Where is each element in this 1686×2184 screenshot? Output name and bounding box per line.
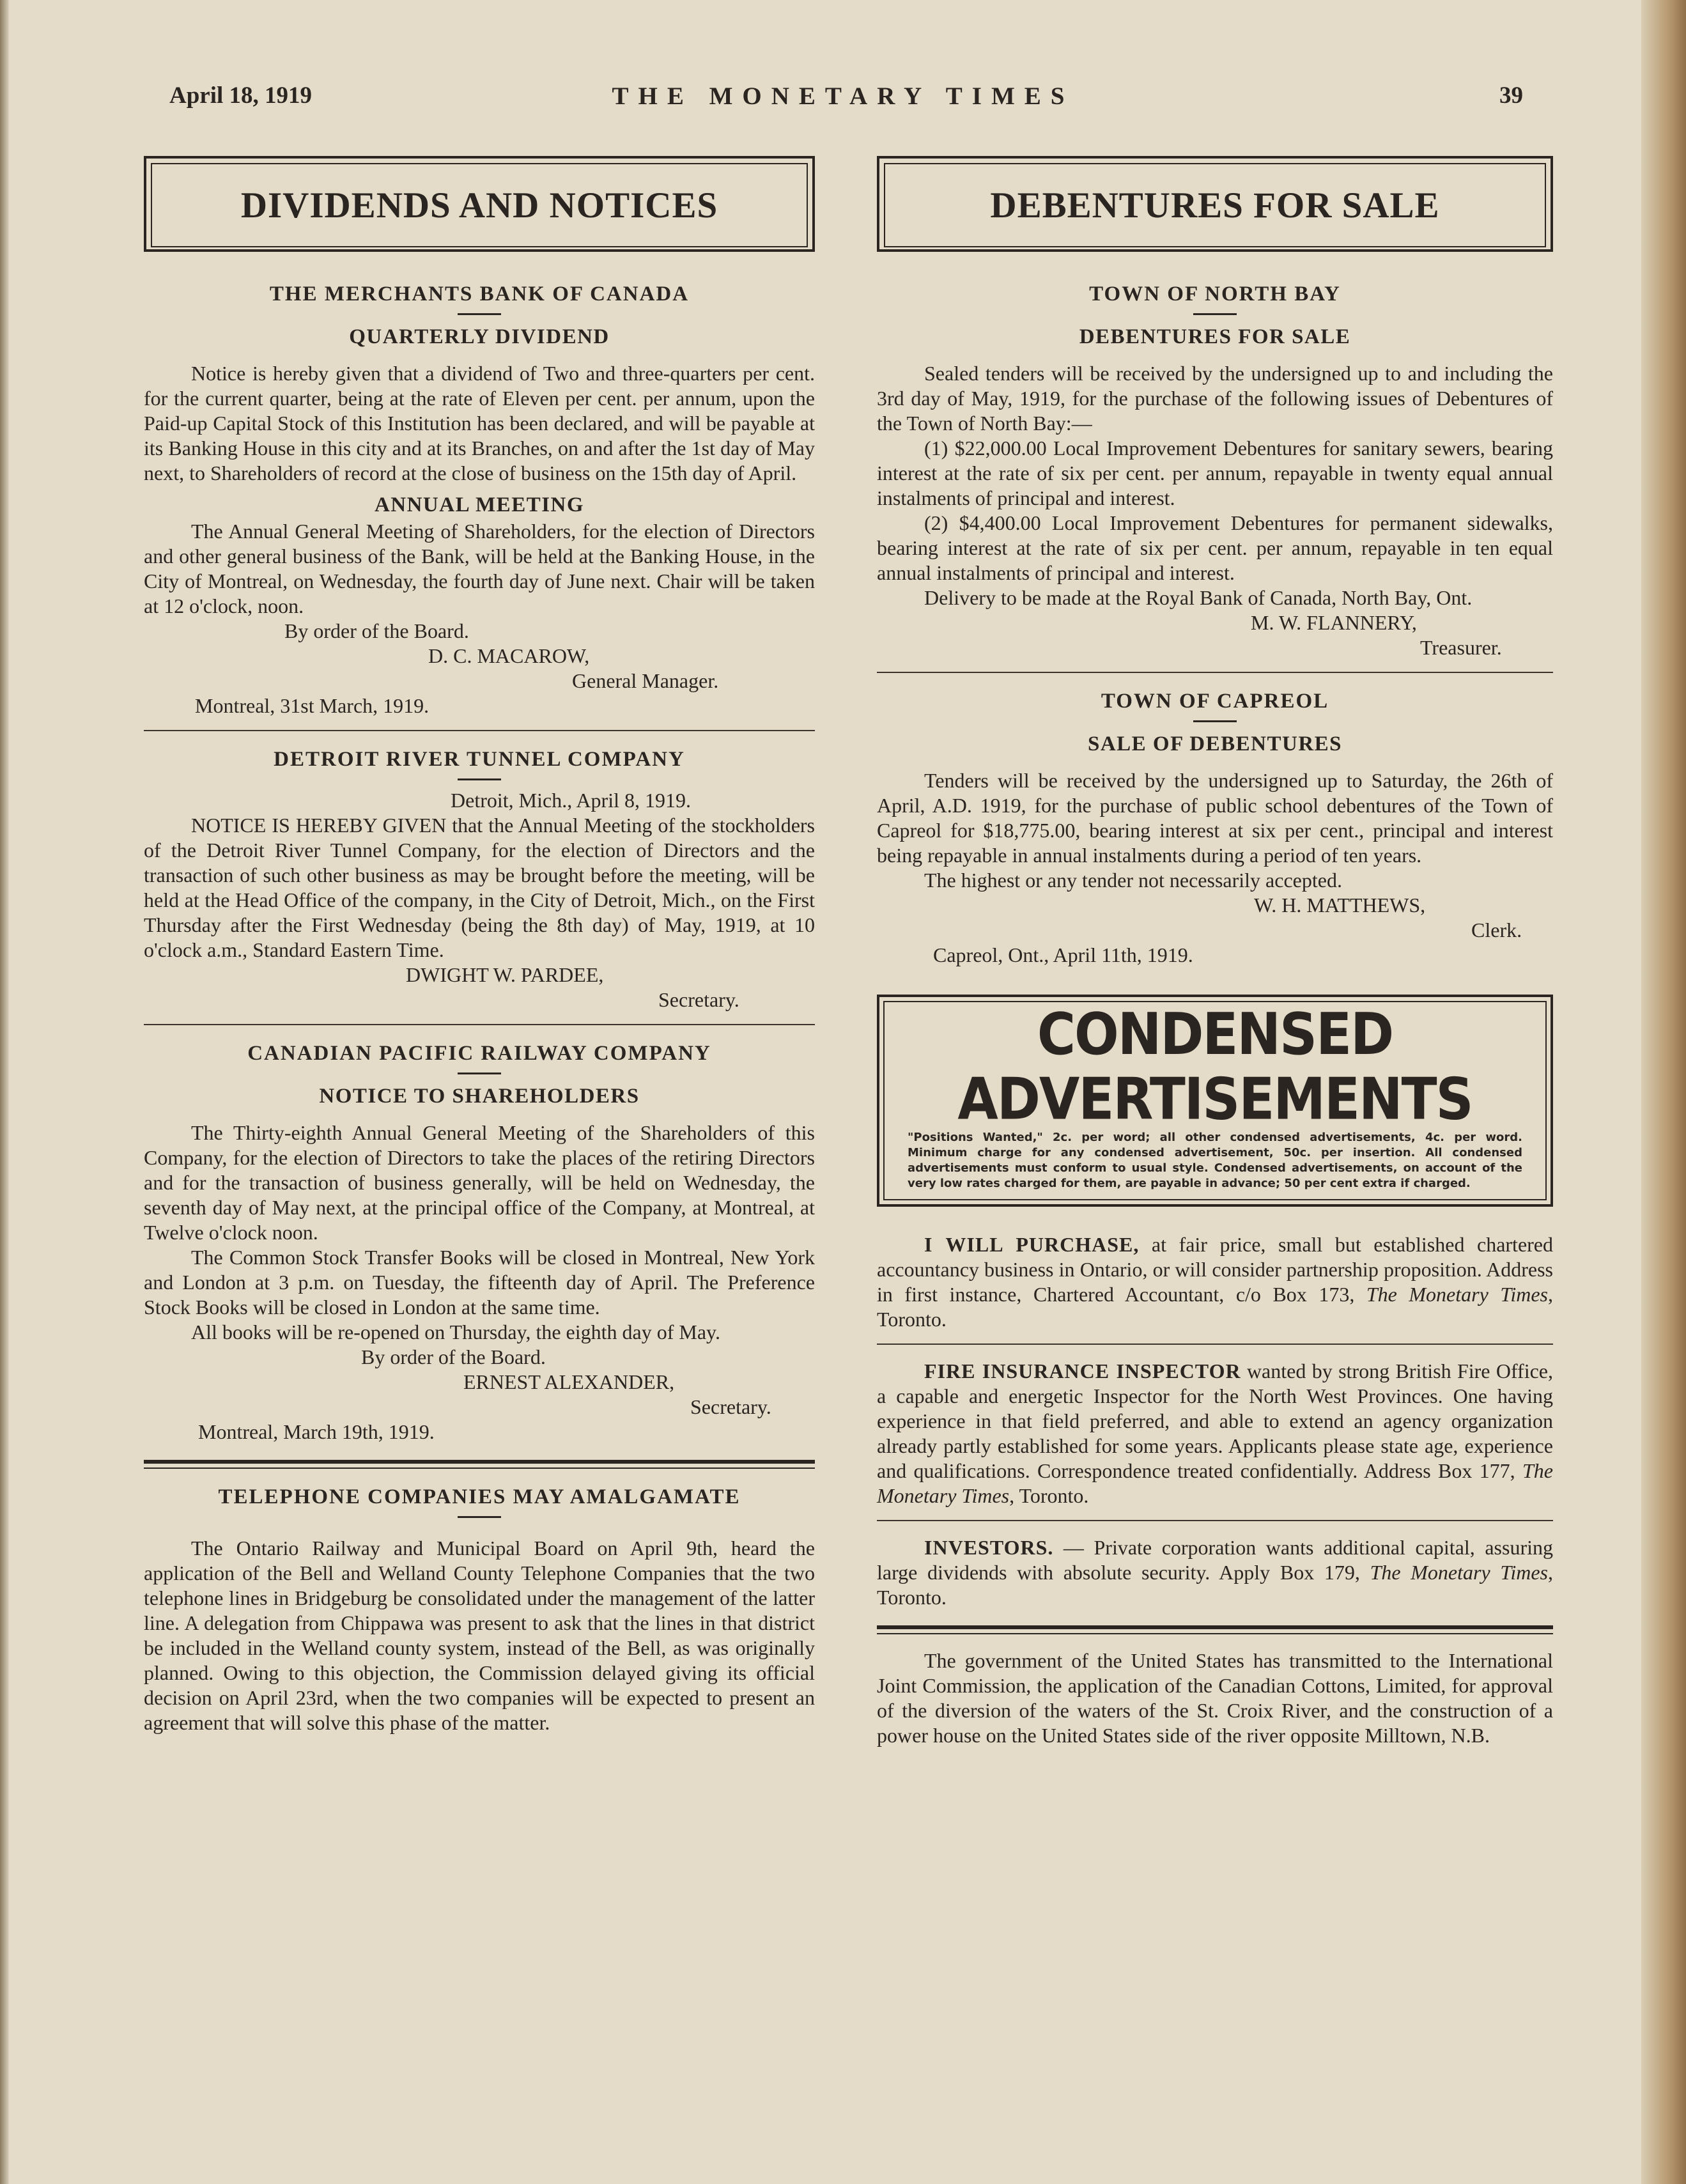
- signer-title: Secretary.: [658, 988, 739, 1011]
- title-dash: [458, 778, 501, 780]
- heavy-divider: [144, 1460, 815, 1464]
- meeting-heading: ANNUAL MEETING: [374, 493, 585, 516]
- section-divider: [877, 672, 1553, 673]
- order-line: By order of the Board.: [284, 619, 469, 642]
- publication-name: The Monetary Times: [1366, 1283, 1549, 1306]
- article-body: Notice is hereby given that a dividend of Two and three-quarters per cent. for the current quarter, being at the rate of Eleven per cent. per annum, upon the Paid-up Capital Stock of this Institution has been declared, and will be payable at its Banking House in this city and at its Branches, on and after the 1st day of May next, to Shareholders of record at the close of business on the 15th day of April.: [144, 362, 815, 484]
- meeting-body: The Annual General Meeting of Shareholders, for the election of Directors and other general business of the Bank, will be held at the Banking House, in the City of Montreal, on Wednesday, the fourth day of June next. Chair will be taken at 12 o'clock, noon.: [144, 520, 815, 617]
- signer-title: Clerk.: [1471, 918, 1522, 941]
- ad-end: , Toronto.: [877, 1561, 1554, 1609]
- article-body: The Common Stock Transfer Books will be closed in Montreal, New York and London at 3 p.m. on Tuesday, the fifteenth day of April. The Preference Stock Books will be closed in London at the same time.: [144, 1246, 815, 1319]
- signer-title: Treasurer.: [1420, 636, 1502, 659]
- page-edge-shadow: [1641, 0, 1686, 2184]
- article-subtitle: SALE OF DEBENTURES: [1087, 732, 1343, 755]
- place-date: Capreol, Ont., April 11th, 1919.: [933, 943, 1193, 966]
- title-dash: [1193, 720, 1237, 722]
- page-binding-shadow: [0, 0, 9, 2184]
- article-body: The government of the United States has transmitted to the International Joint Commission, the application of the Canadian Cottons, Limited, for approval of the diversion of the waters of the St. Croix River, and the construction of a power house on the United States side of the river opposite Milltown, N.B.: [877, 1649, 1553, 1747]
- publication-name: The Monetary Times: [877, 1459, 1553, 1507]
- article-title: DETROIT RIVER TUNNEL COMPANY: [274, 748, 685, 771]
- dividends-banner: [144, 156, 815, 252]
- article-subtitle: DEBENTURES FOR SALE: [1079, 325, 1351, 348]
- ad-text: at fair price, small but established chartered accountancy business in Ontario, or will consider partnership proposition. Address in first instance, Chartered Accountant, c/o Box 173,: [877, 1233, 1554, 1306]
- tender-note: The highest or any tender not necessarily accepted.: [924, 869, 1342, 892]
- heavy-divider-thin: [144, 1468, 815, 1469]
- section-divider: [877, 1344, 1553, 1345]
- issue-date: April 18, 1919: [169, 82, 313, 109]
- place-date: Montreal, 31st March, 1919.: [195, 694, 429, 717]
- place-date: Montreal, March 19th, 1919.: [198, 1420, 435, 1443]
- heavy-divider-thin: [877, 1633, 1553, 1634]
- north-bay-notice: [877, 280, 1553, 660]
- article-body: Sealed tenders will be received by the undersigned up to and including the 3rd day of May, 1919, for the purchase of the following issues of Debentures of the Town of North Bay:—: [877, 362, 1553, 435]
- publication-name: The Monetary Times: [1370, 1561, 1549, 1584]
- ad-lead: FIRE INSURANCE INSPECTOR: [924, 1359, 1241, 1382]
- debenture-item-1: (1) $22,000.00 Local Improvement Debentures for sanitary sewers, bearing interest at the rate of six per cent. per annum, repayable in twenty equal annual instalments of principal and interest.: [877, 437, 1553, 509]
- title-dash: [458, 1073, 501, 1074]
- classified-ad-investors: [877, 1535, 1553, 1610]
- page-number: 39: [1499, 82, 1523, 109]
- section-divider: [877, 1520, 1553, 1521]
- article-title: THE MERCHANTS BANK OF CANADA: [269, 283, 690, 306]
- article-title: TOWN OF NORTH BAY: [1089, 283, 1341, 306]
- article-body: All books will be re-opened on Thursday, the eighth day of May.: [191, 1320, 720, 1344]
- left-column: [144, 156, 815, 1735]
- merchants-bank-notice: [144, 280, 815, 718]
- order-line: By order of the Board.: [361, 1345, 546, 1368]
- cpr-notice: [144, 1039, 815, 1444]
- article-subtitle: QUARTERLY DIVIDEND: [349, 325, 610, 348]
- ad-end: , Toronto.: [1009, 1484, 1089, 1507]
- ad-end: , Toronto.: [877, 1283, 1554, 1331]
- article-body: The Ontario Railway and Municipal Board on April 9th, heard the application of the Bell and Welland County Telephone Companies that the two telephone lines in Bridgeburg be consolidated under the management of the latter line. A delegation from Chippawa was present to ask that the lines in that district be included in the Welland county system, instead of the Bell, as was originally planned. Owing to this objection, the Commission delayed giving its official decision on April 23rd, when the two companies will be expected to present an agreement that will solve this phase of the matter.: [144, 1537, 815, 1734]
- classified-ad-purchase: [877, 1232, 1553, 1332]
- condensed-ads-box: [877, 995, 1553, 1207]
- dividends-banner-title: DIVIDENDS AND NOTICES: [151, 163, 808, 247]
- masthead: THE MONETARY TIMES: [612, 82, 1074, 110]
- condensed-ads-inner: [883, 1001, 1547, 1200]
- right-column: [877, 156, 1553, 1748]
- article-body: Tenders will be received by the undersigned up to Saturday, the 26th of April, A.D. 1919, for the purchase of public school debentures of the Town of Capreol for $18,775.00, bearing interest at six per cent., principal and interest being repayable in annual instalments during a period of ten years.: [877, 769, 1553, 867]
- signer-title: Secretary.: [690, 1395, 771, 1418]
- signer-name: W. H. MATTHEWS,: [1254, 894, 1426, 917]
- condensed-ads-rates: "Positions Wanted," 2c. per word; all other condensed advertisements, 4c. per word. Minimum charge for any condensed advertisement, 50c. per insertion. All condensed advertisements must conform to usual style. Condensed advertisements, on account of the very low rates charged for them, are payable in advance; 50 per cent extra if charged.: [908, 1131, 1522, 1190]
- signer-name: M. W. FLANNERY,: [1251, 611, 1417, 634]
- ad-lead: I WILL PURCHASE,: [924, 1233, 1140, 1256]
- signer-name: ERNEST ALEXANDER,: [463, 1370, 675, 1393]
- telephone-article: [144, 1483, 815, 1735]
- article-body: NOTICE IS HEREBY GIVEN that the Annual Meeting of the stockholders of the Detroit River Tunnel Company, for the election of Directors and the transaction of such other business as may be brought before the meeting, will be held at the Head Office of the company, in the City of Detroit, Mich., on the First Thursday after the First Wednesday (being the 8th day) of May, 1919, at 10 o'clock a.m., Standard Eastern Time.: [144, 814, 815, 961]
- signer-title: General Manager.: [572, 669, 719, 692]
- ad-text: wanted by strong British Fire Office, a capable and energetic Inspector for the North West Provinces. One having experience in that field preferred, and able to extend an agency organization already partly established for some years. Applicants please state age, experience and qualifications. Correspondence treated confidentially. Address Box 177,: [877, 1359, 1554, 1482]
- detroit-tunnel-notice: [144, 745, 815, 1012]
- signer-name: D. C. MACAROW,: [428, 644, 590, 667]
- classified-ad-inspector: [877, 1359, 1553, 1508]
- section-divider: [144, 1024, 815, 1025]
- ad-text: — Private corporation wants additional capital, assuring large dividends with absolute security. Apply Box 179,: [877, 1536, 1553, 1584]
- heavy-divider: [877, 1625, 1553, 1629]
- debentures-banner-title: DEBENTURES FOR SALE: [884, 163, 1546, 247]
- article-title: CANADIAN PACIFIC RAILWAY COMPANY: [247, 1042, 711, 1065]
- signer-name: DWIGHT W. PARDEE,: [406, 963, 604, 986]
- article-subtitle: NOTICE TO SHAREHOLDERS: [319, 1085, 640, 1108]
- ad-lead: INVESTORS.: [924, 1536, 1054, 1559]
- delivery-note: Delivery to be made at the Royal Bank of Canada, North Bay, Ont.: [924, 586, 1473, 609]
- section-divider: [144, 730, 815, 731]
- article-body: The Thirty-eighth Annual General Meeting of the Shareholders of this Company, for the election of Directors to take the places of the retiring Directors and for the transaction of business generally, will be held on Wednesday, the seventh day of May next, at the principal office of the Company, at Montreal, at Twelve o'clock noon.: [144, 1121, 815, 1244]
- condensed-ads-title: CONDENSED ADVERTISEMENTS: [957, 1001, 1473, 1133]
- title-dash: [1193, 313, 1237, 315]
- title-dash: [458, 313, 501, 315]
- debenture-item-2: (2) $4,400.00 Local Improvement Debentures for permanent sidewalks, bearing interest at the rate of six per cent. per annum, repayable in ten equal annual instalments of principal and interest.: [877, 511, 1553, 584]
- article-title: TELEPHONE COMPANIES MAY AMALGAMATE: [218, 1485, 741, 1508]
- cottons-article: [877, 1648, 1553, 1748]
- dateline: Detroit, Mich., April 8, 1919.: [451, 789, 691, 812]
- title-dash: [458, 1516, 501, 1518]
- article-title: TOWN OF CAPREOL: [1101, 690, 1329, 713]
- capreol-notice: [877, 687, 1553, 968]
- debentures-banner: [877, 156, 1553, 252]
